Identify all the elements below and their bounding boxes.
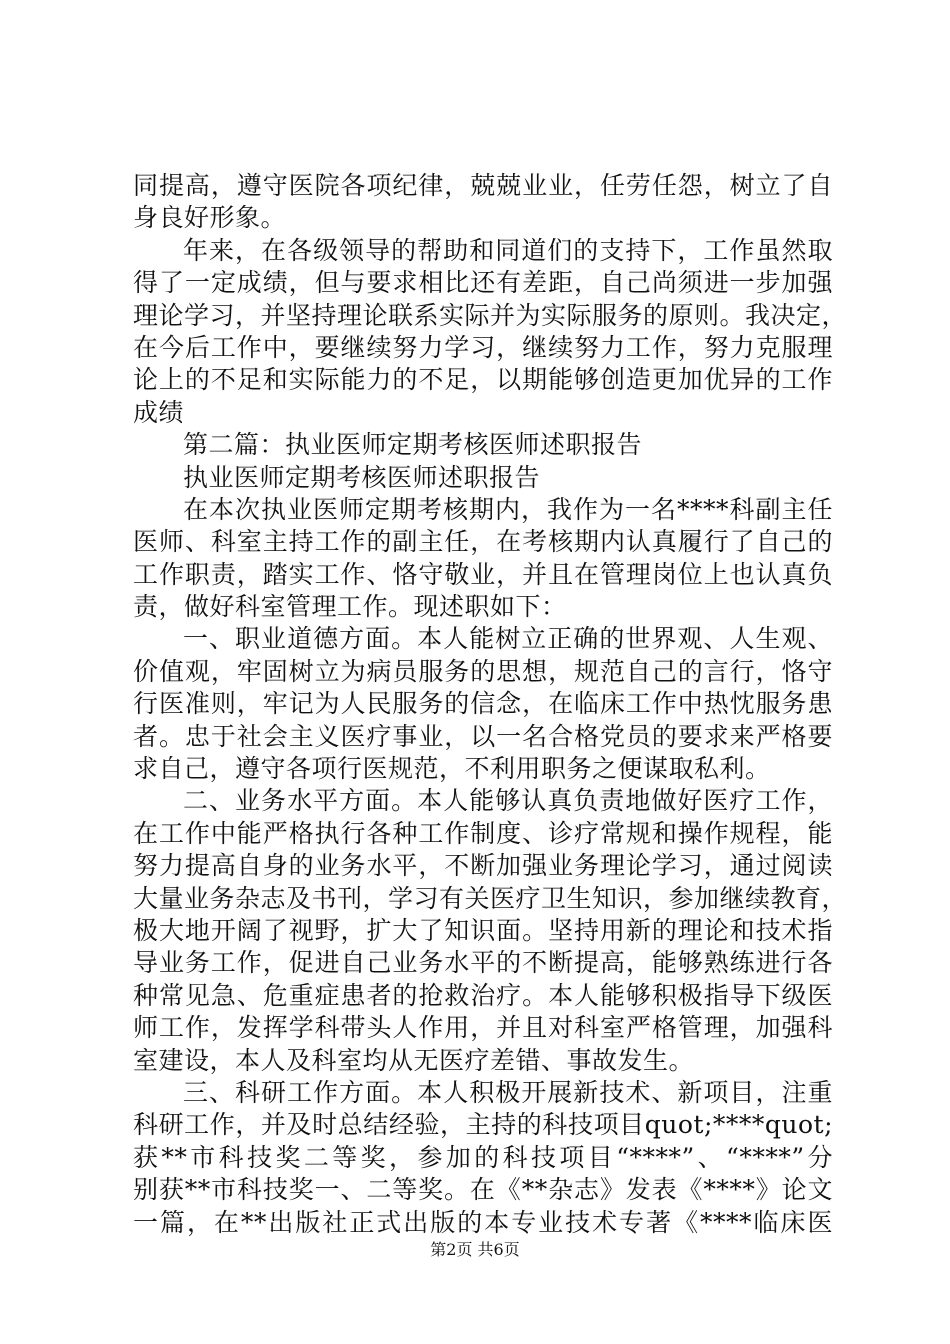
text-line: 室建设，本人及科室均从无医疗差错、事故发生。 [133,1045,695,1075]
text-line: 导业务工作，促进自己业务水平的不断提高，能够熟练进行各 [133,948,833,978]
text-line: 执业医师定期考核医师述职报告 [183,462,541,492]
text-line: 医师、科室主持工作的副主任，在考核期内认真履行了自己的 [133,527,833,557]
text-line: 者。忠于社会主义医疗事业，以一名合格党员的要求来严格要 [133,721,833,751]
page-footer: 第2页 共6页 [430,1240,520,1259]
text-line: 成绩 [133,397,185,427]
text-line: 求自己，遵守各项行医规范，不利用职务之便谋取私利。 [133,754,771,784]
text-line: 别获**市科技奖一、二等奖。在《**杂志》发表《****》论文 [133,1175,833,1205]
text-line: 一、职业道德方面。本人能树立正确的世界观、人生观、 [183,624,833,654]
text-line: 同提高，遵守医院各项纪律，兢兢业业，任劳任怨，树立了自 [133,171,833,200]
text-line: 二、业务水平方面。本人能够认真负责地做好医疗工作， [183,786,833,816]
text-line: 第二篇：执业医师定期考核医师述职报告 [183,430,643,460]
text-line: 行医准则，牢记为人民服务的信念，在临床工作中热忱服务患 [133,689,833,719]
text-line: 工作职责，踏实工作、恪守敬业，并且在管理岗位上也认真负 [133,559,833,589]
text-line: 得了一定成绩，但与要求相比还有差距，自己尚须进一步加强 [133,268,833,298]
text-line: 努力提高自身的业务水平，不断加强业务理论学习，通过阅读 [133,851,833,881]
text-line: 身良好形象。 [133,203,287,233]
text-line: 获**市科技奖二等奖，参加的科技项目“****”、“****”分 [133,1142,833,1172]
text-line: 在工作中能严格执行各种工作制度、诊疗常规和操作规程，能 [133,818,833,848]
text-line: 师工作，发挥学科带头人作用，并且对科室严格管理，加强科 [133,1013,833,1043]
text-line: 在本次执业医师定期考核期内，我作为一名****科副主任 [183,494,833,524]
text-line: 三、科研工作方面。本人积极开展新技术、新项目，注重 [183,1077,833,1107]
text-line: 年来，在各级领导的帮助和同道们的支持下，工作虽然取 [183,235,833,265]
text-line: 论上的不足和实际能力的不足，以期能够创造更加优异的工作 [133,365,833,395]
text-line: 理论学习，并坚持理论联系实际并为实际服务的原则。我决定， [133,300,848,330]
text-line: 科研工作，并及时总结经验，主持的科技项目quot;****quot; [133,1110,833,1140]
text-line: 极大地开阔了视野，扩大了知识面。坚持用新的理论和技术指 [133,915,833,945]
text-line: 价值观，牢固树立为病员服务的思想，规范自己的言行，恪守 [133,656,833,686]
text-line: 一篇，在**出版社正式出版的本专业技术专著《****临床医 [133,1207,833,1237]
document-body [133,170,848,1239]
text-line: 大量业务杂志及书刊，学习有关医疗卫生知识，参加继续教育， [133,883,848,913]
text-line: 在今后工作中，要继续努力学习，继续努力工作，努力克服理 [133,332,833,362]
text-line: 种常见急、危重症患者的抢救治疗。本人能够积极指导下级医 [133,980,833,1010]
text-line: 责，做好科室管理工作。现述职如下： [133,592,567,622]
